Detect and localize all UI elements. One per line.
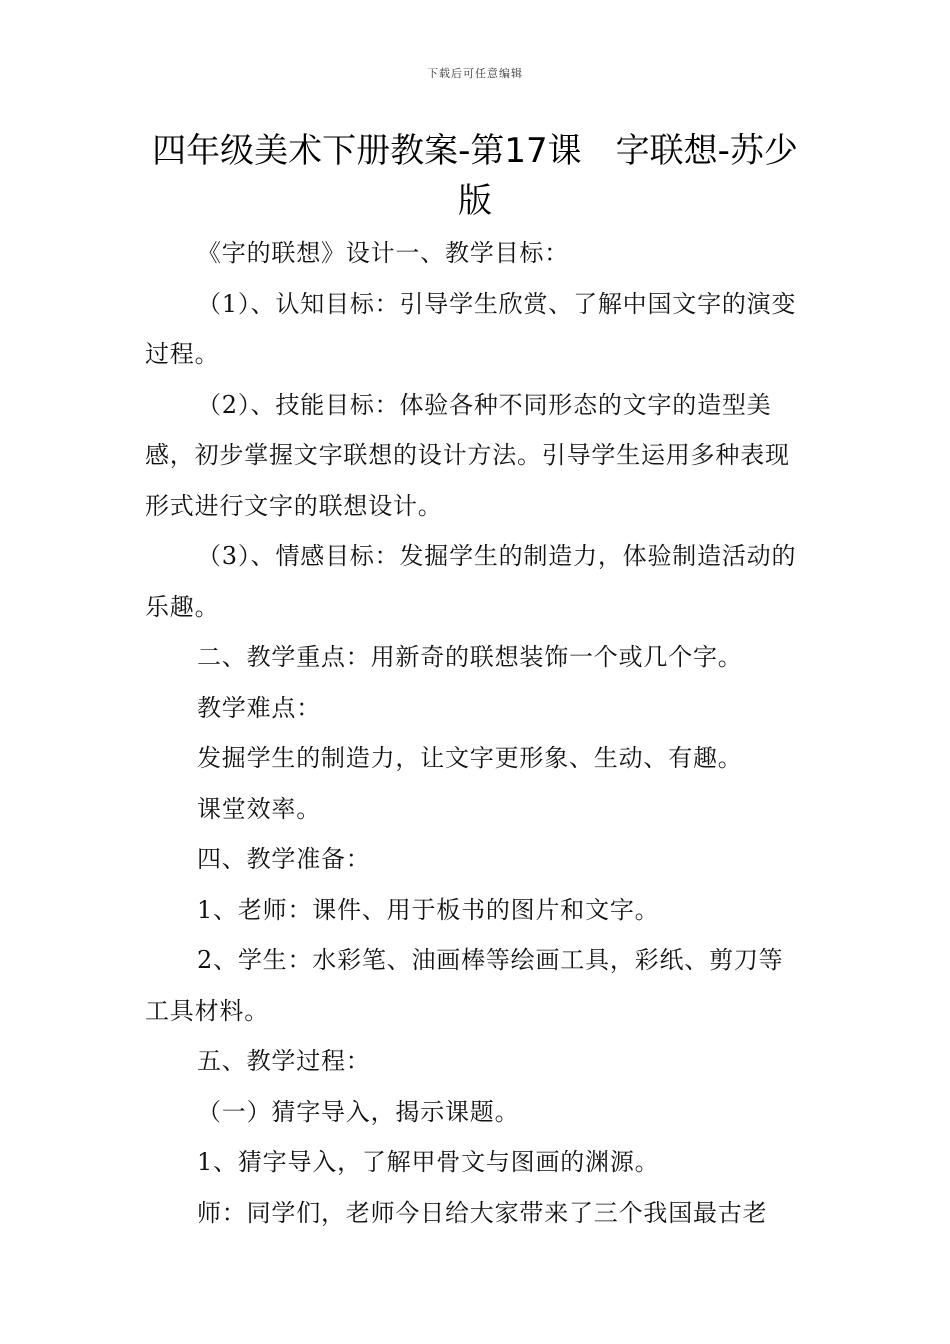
- paragraph-preparation-heading: 四、教学准备：: [197, 845, 371, 873]
- paragraph-guess-intro: 1、猜字导入，了解甲骨文与图画的渊源。: [197, 1148, 660, 1176]
- paragraph-teacher-prep: 1、老师：课件、用于板书的图片和文字。: [197, 895, 660, 924]
- paragraph-skill-goal: （2）、技能目标：体验各种不同形态的文字的造型美感，初步掌握文字联想的设计方法。引导学生运用多种表现形式进行文字的联想设计。: [145, 390, 790, 520]
- paragraph-step-one: （一）猜字导入，揭示课题。: [197, 1097, 520, 1126]
- paragraph-difficulty-heading: 教学难点：: [197, 693, 321, 722]
- paragraph-design-objectives: 《字的联想》设计一、教学目标：: [197, 239, 569, 267]
- paragraph-key-points: 二、教学重点：用新奇的联想装饰一个或几个字。: [197, 643, 743, 671]
- header-note: 下载后可任意编辑: [427, 67, 523, 80]
- paragraph-class-efficiency: 课堂效率。: [197, 794, 321, 823]
- paragraph-emotion-goal: （3）、情感目标：发掘学生的制造力，体验制造活动的乐趣。: [145, 542, 797, 621]
- paragraph-process-heading: 五、教学过程：: [197, 1047, 371, 1075]
- paragraph-teacher-speech: 师：同学们，老师今日给大家带来了三个我国最古老: [197, 1198, 768, 1227]
- document-title: 四年级美术下册教案-第17课 字联想-苏少版: [152, 131, 798, 221]
- paragraph-difficulty-detail: 发掘学生的制造力，让文字更形象、生动、有趣。: [197, 744, 743, 772]
- paragraph-cognitive-goal: （1）、认知目标：引导学生欣赏、了解中国文字的演变过程。: [145, 289, 797, 368]
- document-body: [145, 228, 807, 1238]
- paragraph-student-prep: 2、学生：水彩笔、油画棒等绘画工具，彩纸、剪刀等工具材料。: [145, 946, 784, 1025]
